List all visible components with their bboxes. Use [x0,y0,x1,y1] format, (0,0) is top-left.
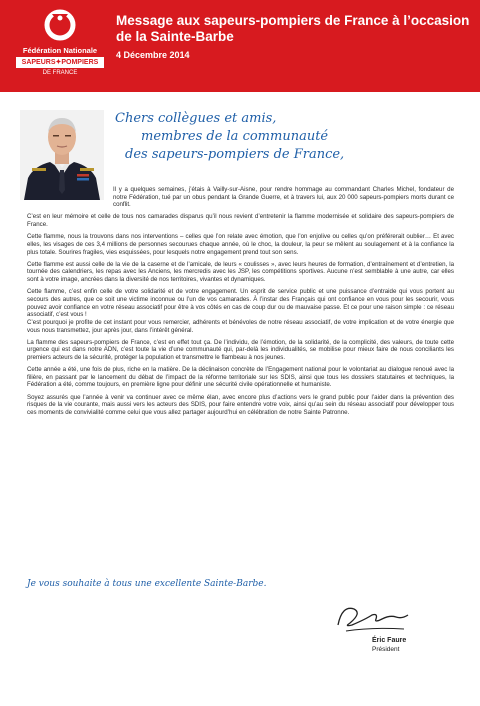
greeting-line-2: membres de la communauté [141,129,329,144]
header-banner [0,0,480,92]
paragraph: Soyez assurés que l’année à venir va continuer avec ce même élan, avec encore plus d’actions vers le grand public pour l’aider dans la prévention des risques de la vie courante, mais aussi vers les acteurs des SDIS, pour faire entendre votre voix, ainsi qu’au sein du réseau associatif pour développer tous ces moments de convivialité comme celui que vous allez partager aujourd’hui en célébration de notre Sainte Patronne. [27,393,454,416]
paragraph: La flamme des sapeurs-pompiers de France, c’est en effet tout ça. De l’individu, de l’émotion, de la solidarité, de la complicité, des valeurs, de toute cette urgence qui est dans notre ADN, c’est toute la vie d’une communauté qui, par-delà les individualités, se mobilise pour mieux faire de nous conciliants les premiers acteurs de la sécurité, protéger la population et transmettre le flambeau à nos jeunes. [27,338,454,361]
paragraph: C’est pourquoi je profite de cet instant pour vous remercier, adhérents et bénévoles de notre réseau associatif, de votre implication et de votre énergie que vous nous transmettez, jour après jour, dans l’intérêt général. [27,318,454,334]
greeting-line-3: des sapeurs-pompiers de France, [125,147,345,162]
paragraph: Cette flamme est aussi celle de la vie de la caserne et de l’amicale, de leurs « coulisses », avec leurs heures de formation, d’entraînement et d’entretien, la tournée des calendriers, les repas avec les Anciens, les mercredis avec les JSP, les compétitions sportives. Aucune n’est semblable à une autre, car elles sont à votre image, ancrées dans la diversité de nos territoires, vivantes et dynamiques. [27,260,454,284]
paragraph: Cette flamme, c’est enfin celle de votre solidarité et de votre engagement. Un esprit de service public et une puissance d’entraide qui vous portent au secours des autres, que ce soit une victime inconnue ou l’un de vos camarades. À l’instar des Français qui ont confiance en vous pour les secourir, vous pouvez avoir confiance en votre réseau associatif pour être à vos côtés en cas de coup dur ou de mauvaise passe. Et ce pour une raison simple : ce réseau associatif, c’est vous ! [27,288,454,319]
paragraph: C’est en leur mémoire et celle de tous nos camarades disparus qu’il nous revient d’entretenir la flamme modernisée et solidaire des sapeurs-pompiers de France. [27,213,454,229]
logo-text-federation: Fédération Nationale [22,46,98,55]
greeting [111,110,466,164]
logo-text-sapeurs-pompiers: SAPEURS✦POMPIERS [16,57,104,68]
fnspf-logo[interactable] [12,8,108,88]
signatory-name: Éric Faure [372,637,407,644]
closing-line: Je vous souhaite à tous une excellente Sainte-Barbe. [27,579,267,589]
logo-emblem-icon [42,8,78,42]
paragraph: Cette année a été, une fois de plus, riche en la matière. De la déclinaison concrète de l’Engagement national pour le volontariat au dialogue renoué avec la filière, en passant par le lancement du débat de l’impact de la réforme territoriale sur les SDIS, ainsi que tous les dossiers statutaires et techniques, la Fédération a été, comme toujours, en première ligne pour définir une sécurité civile opérationnelle et humaniste. [27,366,454,389]
paragraph: Il y a quelques semaines, j’étais à Vailly-sur-Aisne, pour rendre hommage au commandant Charles Michel, fondateur de notre Fédération, tué par un obus pendant la Grande Guerre, et à travers lui, aux 20 000 sapeurs-pompiers morts durant ce conflit. [113,186,454,209]
paragraph: Cette flamme, nous la trouvons dans nos interventions – celles que l’on relate avec émotion, que l’on enjolive ou celles qu’on préférerait oublier… Et avec elles, les visages de ces 3,4 millions de personnes secourues chaque année, où le choc, la douleur, la peur se mêlent au soulagement et à la confiance la plus totale. Sourires fragiles, vies esquissées, pour lesquels notre engagement prend tout son sens. [27,233,454,256]
greeting-line-1: Chers collègues et amis, [115,111,277,126]
page-date: 4 Décembre 2014 [116,50,190,60]
signatory-title: Président [372,646,400,653]
signature-icon [332,595,412,637]
logo-text-de-france: DE FRANCE [42,70,78,76]
page-title: Message aux sapeurs-pompiers de France à l’occasion de la Sainte-Barbe [116,13,470,44]
letter-body [27,186,454,421]
